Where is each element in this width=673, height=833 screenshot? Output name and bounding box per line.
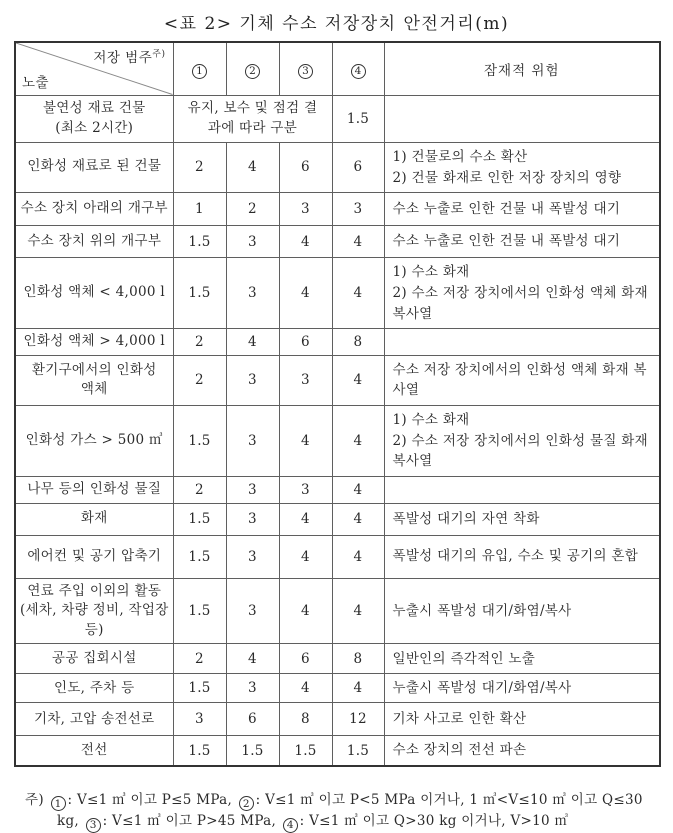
circled-number: 3	[298, 64, 313, 79]
hazard-cell: 일반인의 즉각적인 노출	[384, 644, 660, 674]
column-header	[226, 42, 279, 95]
value-cell: 1	[173, 193, 226, 226]
value-cell: 6	[279, 142, 332, 193]
exposure-cell: 전선	[15, 736, 173, 766]
value-cell: 3	[226, 226, 279, 258]
exposure-label: 노출	[22, 74, 50, 91]
table-row	[15, 258, 660, 329]
value-cell: 6	[279, 328, 332, 355]
value-cell: 4	[332, 503, 384, 535]
value-cell: 4	[279, 503, 332, 535]
value-cell: 2	[173, 476, 226, 503]
exposure-cell: 수소 장치 위의 개구부	[15, 226, 173, 258]
table-row	[15, 703, 660, 736]
hazard-cell: 1) 건물로의 수소 확산 2) 건물 화재로 인한 저장 장치의 영향	[384, 142, 660, 193]
value-cell: 3	[226, 674, 279, 703]
exposure-cell: 연료 주입 이외의 활동 (세차, 차량 정비, 작업장 등)	[15, 578, 173, 644]
exposure-cell: 인도, 주차 등	[15, 674, 173, 703]
page-title: <표 2> 기체 수소 저장장치 안전거리(m)	[163, 14, 510, 34]
hazard-cell: 수소 누출로 인한 건물 내 폭발성 대기	[384, 193, 660, 226]
value-cell: 3	[279, 476, 332, 503]
table-row	[15, 405, 660, 476]
hazard-cell: 수소 장치의 전선 파손	[384, 736, 660, 766]
column-header	[173, 42, 226, 95]
value-cell: 3	[226, 476, 279, 503]
value-cell: 1.5	[173, 405, 226, 476]
value-cell: 1.5	[173, 674, 226, 703]
value-cell: 1.5	[173, 503, 226, 535]
hazard-cell	[384, 95, 660, 142]
value-cell: 4	[279, 405, 332, 476]
circled-number: 1	[192, 64, 207, 79]
value-cell: 2	[173, 142, 226, 193]
value-cell: 4	[226, 142, 279, 193]
table-row	[15, 535, 660, 578]
value-cell: 1.5	[173, 736, 226, 766]
value-cell: 4	[332, 578, 384, 644]
value-cell: 3	[279, 355, 332, 405]
hazard-cell	[384, 328, 660, 355]
value-cell: 1.5	[173, 226, 226, 258]
header-row	[15, 42, 660, 95]
value-cell: 4	[226, 644, 279, 674]
value-cell: 3	[226, 535, 279, 578]
exposure-cell: 화재	[15, 503, 173, 535]
table-row	[15, 476, 660, 503]
value-cell: 1.5	[226, 736, 279, 766]
exposure-cell: 수소 장치 아래의 개구부	[15, 193, 173, 226]
value-cell: 4	[332, 535, 384, 578]
exposure-cell: 불연성 재료 건물 (최소 2시간)	[15, 95, 173, 142]
value-cell: 4	[332, 674, 384, 703]
value-cell: 2	[173, 644, 226, 674]
hazard-cell: 누출시 폭발성 대기/화염/복사	[384, 578, 660, 644]
hazard-cell: 1) 수소 화재 2) 수소 저장 장치에서의 인화성 물질 화재 복사열	[384, 405, 660, 476]
value-cell: 3	[173, 703, 226, 736]
value-cell: 1.5	[279, 736, 332, 766]
value-cell: 4	[279, 258, 332, 329]
table-row	[15, 328, 660, 355]
hazard-cell: 폭발성 대기의 자연 착화	[384, 503, 660, 535]
category-label: 저장 범주	[93, 50, 153, 66]
value-cell: 4	[226, 328, 279, 355]
table-row	[15, 578, 660, 644]
table-row	[15, 355, 660, 405]
category-superscript: 주)	[152, 49, 166, 60]
table-row	[15, 674, 660, 703]
table-row	[15, 142, 660, 193]
safety-distance-table	[14, 41, 661, 767]
value-cell: 2	[173, 328, 226, 355]
value-cell: 3	[332, 193, 384, 226]
value-cell: 4	[332, 355, 384, 405]
exposure-cell: 인화성 재료로 된 건물	[15, 142, 173, 193]
value-cell: 1.5	[332, 95, 384, 142]
footnote: 주) 1 : V≤1 ㎥ 이고 P≤5 MPa, 2 : V≤1 ㎥ 이고 P<5 MPa 이거나, 1 ㎥<V≤10 ㎥ 이고 Q≤30 kg, 3 : V≤1 ㎥ 이고 P>45 MPa, 4 : V≤1 ㎥ 이고 Q>30 kg 이거나, V>10 ㎥	[25, 791, 643, 832]
hazard-cell: 수소 누출로 인한 건물 내 폭발성 대기	[384, 226, 660, 258]
value-cell: 4	[332, 405, 384, 476]
table-body	[15, 95, 660, 766]
exposure-cell: 공공 집회시설	[15, 644, 173, 674]
value-cell: 12	[332, 703, 384, 736]
table-row	[15, 95, 660, 142]
value-cell: 3	[226, 503, 279, 535]
column-header	[332, 42, 384, 95]
exposure-cell: 에어컨 및 공기 압축기	[15, 535, 173, 578]
exposure-cell: 기차, 고압 송전선로	[15, 703, 173, 736]
table-row	[15, 736, 660, 766]
value-cell: 8	[332, 644, 384, 674]
value-cell: 4	[279, 535, 332, 578]
storage-category-header	[93, 46, 165, 66]
circled-number: 2	[239, 796, 254, 811]
exposure-cell: 나무 등의 인화성 물질	[15, 476, 173, 503]
value-cell: 1.5	[332, 736, 384, 766]
value-cell: 4	[332, 258, 384, 329]
value-cell: 4	[332, 476, 384, 503]
hazard-cell: 1) 수소 화재 2) 수소 저장 장치에서의 인화성 액체 화재 복사열	[384, 258, 660, 329]
hazard-cell: 수소 저장 장치에서의 인화성 액체 화재 복사열	[384, 355, 660, 405]
circled-number: 2	[245, 64, 260, 79]
hazard-cell: 기차 사고로 인한 확산	[384, 703, 660, 736]
value-cell: 4	[279, 226, 332, 258]
exposure-cell: 인화성 액체 < 4,000 l	[15, 258, 173, 329]
value-cell: 4	[279, 674, 332, 703]
hazard-cell: 누출시 폭발성 대기/화염/복사	[384, 674, 660, 703]
value-cell: 3	[279, 193, 332, 226]
table-row	[15, 226, 660, 258]
value-cell: 2	[173, 355, 226, 405]
circled-number: 4	[351, 64, 366, 79]
circled-number: 4	[283, 818, 298, 833]
value-cell: 6	[332, 142, 384, 193]
column-header	[279, 42, 332, 95]
table-row	[15, 644, 660, 674]
value-cell: 1.5	[173, 258, 226, 329]
hazard-cell: 폭발성 대기의 유입, 수소 및 공기의 혼합	[384, 535, 660, 578]
value-cell: 8	[332, 328, 384, 355]
table-row	[15, 193, 660, 226]
hazard-header: 잠재적 위험	[384, 42, 660, 95]
hazard-cell	[384, 476, 660, 503]
value-cell: 6	[226, 703, 279, 736]
value-cell: 3	[226, 578, 279, 644]
value-cell: 1.5	[173, 578, 226, 644]
value-cell: 3	[226, 355, 279, 405]
merged-note-cell: 유지, 보수 및 점검 결과에 따라 구분	[173, 95, 332, 142]
value-cell: 3	[226, 258, 279, 329]
exposure-cell: 인화성 가스 > 500 ㎥	[15, 405, 173, 476]
value-cell: 1.5	[173, 535, 226, 578]
value-cell: 4	[279, 578, 332, 644]
circled-number: 1	[51, 796, 66, 811]
value-cell: 3	[226, 405, 279, 476]
exposure-cell: 인화성 액체 > 4,000 l	[15, 328, 173, 355]
value-cell: 4	[332, 226, 384, 258]
value-cell: 8	[279, 703, 332, 736]
value-cell: 2	[226, 193, 279, 226]
diagonal-header-cell	[15, 42, 173, 95]
circled-number: 3	[86, 818, 101, 833]
table-row	[15, 503, 660, 535]
exposure-cell: 환기구에서의 인화성 액체	[15, 355, 173, 405]
value-cell: 6	[279, 644, 332, 674]
